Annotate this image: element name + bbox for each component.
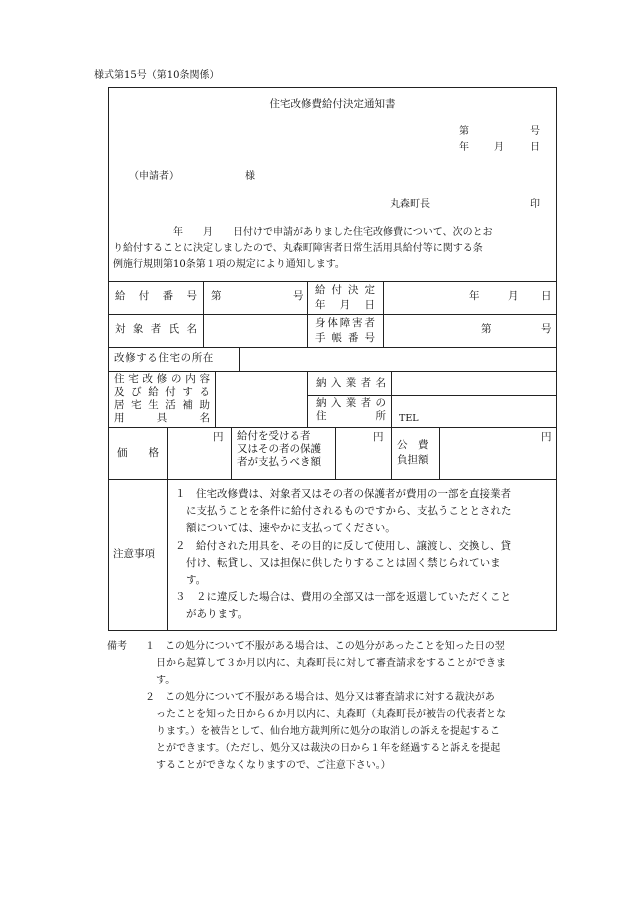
note-line-4: ２ 給付された用具を、その目的に反して使用し、譲渡し、交換し、貸 <box>175 540 511 552</box>
remark-1-line-3: す。 <box>156 675 176 686</box>
subject-name-label: 対象者氏名 <box>115 323 197 335</box>
vendor-name-label: 納入業者名 <box>316 377 386 389</box>
note-line-6: す。 <box>186 574 207 586</box>
public-share-label-1: 公 費 <box>397 439 429 451</box>
doc-date-year: 年 <box>459 142 469 153</box>
issuer-name: 丸森町長 <box>390 199 430 210</box>
renovation-content-label-2: 及び給付する <box>114 386 210 398</box>
notice-form: 住宅改修費給付決定通知書 第 号 年 月 日 （申請者） 様 丸森町長 印 年 月 日付けで申請がありました住宅改修費について、次のとお り給付することに決定しましたので、丸森町障害者日常生活用具給付等に関する条 例施行規則第10条第１項の規定により通知します。 給付番号 第 号 給付決定 年 月 日 年 月 日 対象者氏名 身体障害者 手帳番号 第 号 改修する住宅の所在 住宅改修の内容 及び給付する 居宅生活補助 用具名 納入業者名 納入業者の 住 所 TEL 価格 円 給付を受ける者 又はその者の保護 者が支払うべき額 円 公 費 負担額 円 注意事項 １ 住宅改修費は、対象者又はその者の保護者が費用の一部を直接業者 に支払うことを条件に給付されるものですから、支払うこととされた 額については、速やかに支払ってください。 ２ 給付された用具を、その目的に反して使用し、譲渡し、交換し、貸 付け、転貸し、又は担保に供したりすることは固く禁じられていま す。 ３ ２に違反した場合は、費用の全部又は一部を返還していただくこと があります。 <box>108 87 557 631</box>
public-share-yen: 円 <box>541 431 552 443</box>
note-line-5: 付け、転貸し、又は担保に供したりすることは固く禁じられていま <box>186 557 501 569</box>
price-yen: 円 <box>213 431 224 443</box>
decision-date-label-1: 給付決定 <box>315 284 375 296</box>
remark-1-line-1: １ この処分について不服がある場合は、この処分があったことを知った日の翌 <box>145 641 505 652</box>
doc-date-day: 日 <box>530 142 540 153</box>
grant-number-suffix: 号 <box>293 290 304 302</box>
remark-1-line-2: 日から起算して３か月以内に、丸森町長に対して審査請求をすることができま <box>156 658 506 669</box>
decision-date-month: 月 <box>508 290 519 302</box>
form-title: 住宅改修費給付決定通知書 <box>269 98 396 110</box>
house-location-label: 改修する住宅の所在 <box>114 352 214 364</box>
body-line-3: 例施行規則第10条第１項の規定により通知します。 <box>113 259 345 270</box>
applicant-honorific: 様 <box>245 171 255 182</box>
disability-cert-suffix: 号 <box>541 323 552 335</box>
doc-date-month: 月 <box>494 142 504 153</box>
decision-date-year: 年 <box>469 290 480 302</box>
remark-2-line-2: ったことを知った日から６か月以内に、丸森町（丸森町長が被告の代表者とな <box>156 709 506 720</box>
body-line-1: 年 月 日付けで申請がありました住宅改修費について、次のとお <box>173 227 493 238</box>
note-line-3: 額については、速やかに支払ってください。 <box>186 522 396 534</box>
remark-2-line-3: ります。）を被告として、仙台地方裁判所に処分の取消しの訴えを提起するこ <box>156 726 500 737</box>
copay-label-2: 又はその者の保護 <box>237 443 321 455</box>
remark-2-line-5: することができなくなりますので、ご注意下さい。） <box>156 760 391 771</box>
renovation-content-label-1: 住宅改修の内容 <box>114 373 210 385</box>
form-number-label: 様式第15号（第10条関係） <box>94 70 220 81</box>
applicant-label: （申請者） <box>129 171 179 182</box>
note-line-7: ３ ２に違反した場合は、費用の全部又は一部を返還していただくこと <box>175 591 511 603</box>
price-label: 価格 <box>117 447 159 459</box>
copay-yen: 円 <box>373 431 384 443</box>
decision-date-label-2: 年 月 日 <box>315 299 375 311</box>
decision-date-day: 日 <box>541 290 552 302</box>
vendor-address-label-1: 納入業者の <box>316 397 386 409</box>
disability-cert-label-2: 手帳番号 <box>315 332 375 344</box>
remarks-label: 備考 <box>107 641 127 652</box>
seal-mark: 印 <box>530 199 540 210</box>
grant-number-prefix: 第 <box>211 290 222 302</box>
note-line-8: があります。 <box>186 608 249 620</box>
copay-label-1: 給付を受ける者 <box>237 430 311 442</box>
remark-2-line-1: ２ この処分について不服がある場合は、処分又は審査請求に対する裁決があ <box>145 692 495 703</box>
remark-2-line-4: とができます。（ただし、処分又は裁決の日から１年を経過すると訴えを提起 <box>156 743 501 754</box>
public-share-label-2: 負担額 <box>397 454 429 466</box>
body-line-2: り給付することに決定しましたので、丸森町障害者日常生活用具給付等に関する条 <box>113 243 483 254</box>
renovation-content-label-4: 用具名 <box>114 412 210 424</box>
vendor-tel-label: TEL <box>399 413 419 424</box>
copay-label-3: 者が支払うべき額 <box>237 456 321 468</box>
note-line-1: １ 住宅改修費は、対象者又はその者の保護者が費用の一部を直接業者 <box>175 488 511 500</box>
note-line-2: に支払うことを条件に給付されるものですから、支払うこととされた <box>186 505 512 517</box>
disability-cert-prefix: 第 <box>481 323 492 335</box>
grant-number-label: 給付番号 <box>115 290 197 302</box>
doc-number-prefix: 第 <box>459 126 469 137</box>
doc-number-suffix: 号 <box>530 126 540 137</box>
renovation-content-label-3: 居宅生活補助 <box>114 399 210 411</box>
notes-label: 注意事項 <box>113 548 155 560</box>
disability-cert-label-1: 身体障害者 <box>315 317 375 329</box>
